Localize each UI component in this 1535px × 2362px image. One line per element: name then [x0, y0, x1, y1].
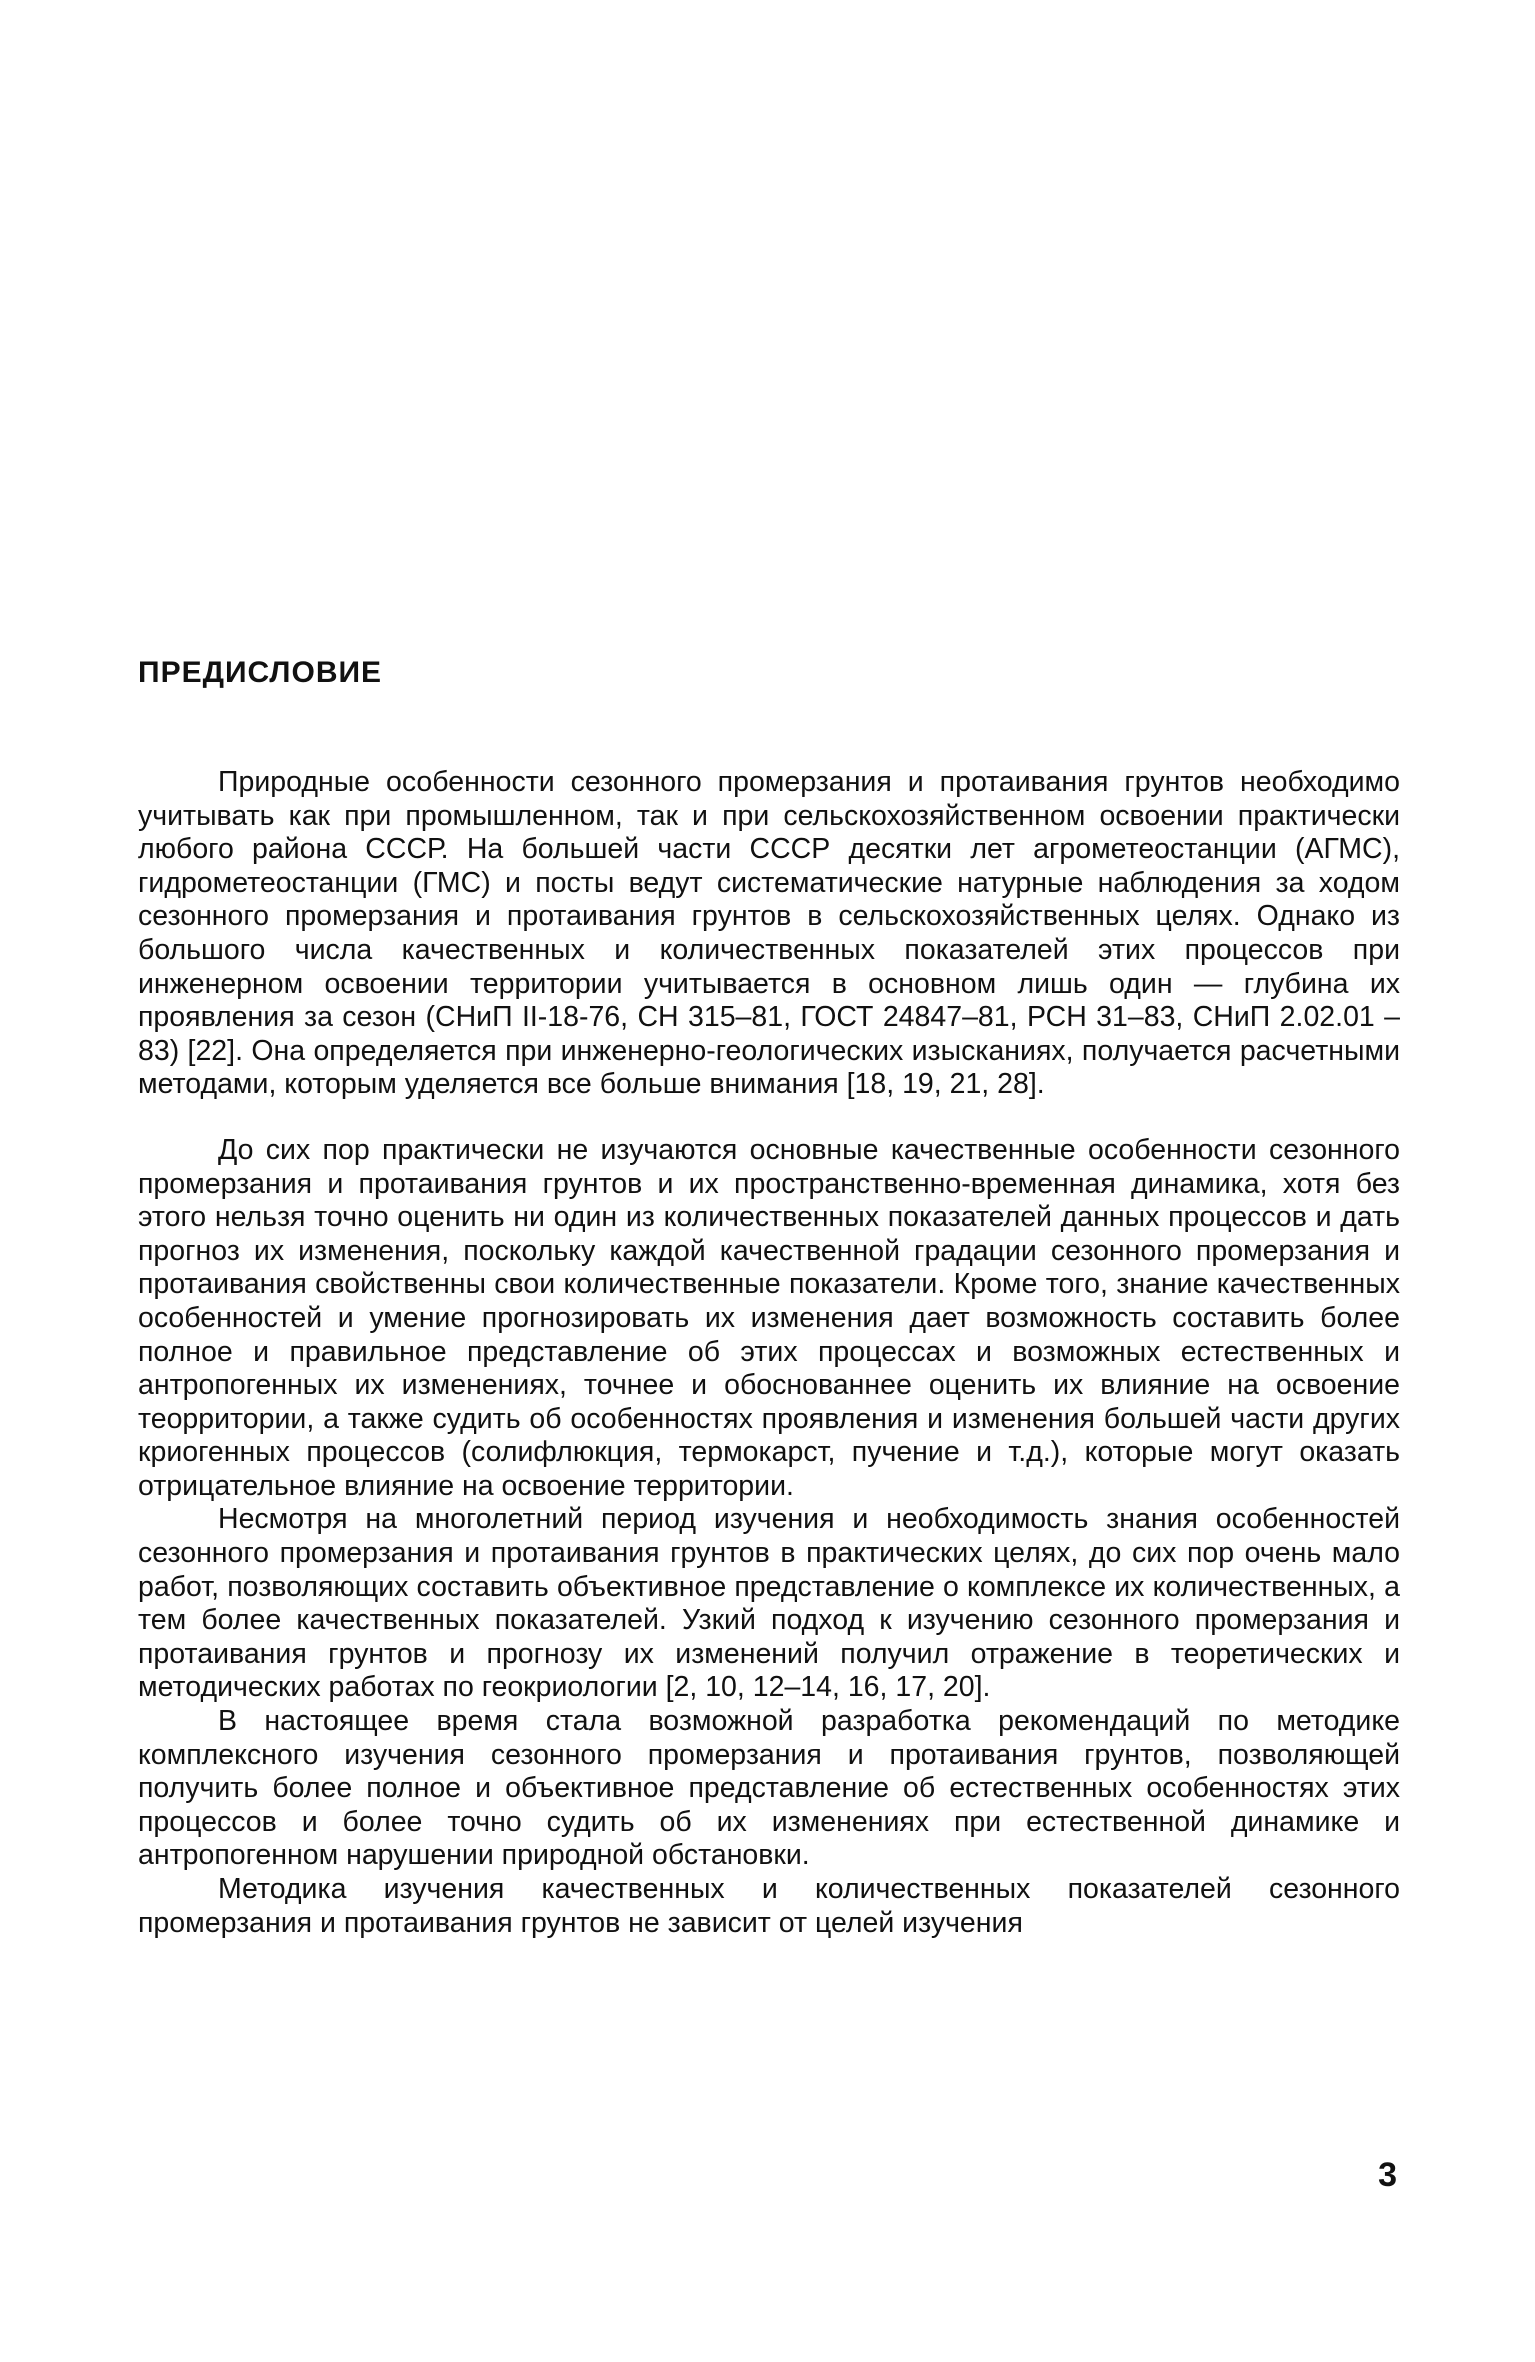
paragraph: Природные особенности сезонного промерзания и протаивания грунтов необходимо учитывать как при промышленном, так и при сельскохозяйственном освоении практически любого района СССР. На большей части СССР десятки лет агрометеостанции (АГМС), гидрометеостанции (ГМС) и посты ведут систематические натурные наблюдения за ходом сезонного промерзания и протаивания грунтов в сельскохозяйственных целях. Однако из большого числа качественных и количественных показателей этих процессов при инженерном освоении территории учитывается в основном лишь один — глубина их проявления за сезон (СНиП II-18-76, СН 315–81, ГОСТ 24847–81, РСН 31–83, СНиП 2.02.01 –83) [22]. Она определяется при инженерно-геологических изысканиях, получается расчетными методами, которым уделяется все больше внимания [18, 19, 21, 28]. — [138, 766, 1400, 1101]
paragraph: Несмотря на многолетний период изучения и необходимость знания особенностей сезонного промерзания и протаивания грунтов в практических целях, до сих пор очень мало работ, позволяющих составить объективное представление о комплексе их количественных, а тем более качественных показателей. Узкий подход к изучению сезонного промерзания и протаивания грунтов и прогнозу их изменений получил отражение в теоретических и методических работах по геокриологии [2, 10, 12–14, 16, 17, 20]. — [138, 1503, 1400, 1704]
paragraph: До сих пор практически не изучаются основные качественные особенности сезонного промерзания и протаивания грунтов и их пространственно-временная динамика, хотя без этого нельзя точно оценить ни один из количественных показателей данных процессов и дать прогноз их изменения, поскольку каждой качественной градации сезонного промерзания и протаивания свойственны свои количественные показатели. Кроме того, знание качественных особенностей и умение прогнозировать их изменения дает возможность составить более полное и правильное представление об этих процессах и возможных естественных и антропогенных их изменениях, точнее и обоснованнее оценить их влияние на освоение теорритории, а также судить об особенностях проявления и изменения большей части других криогенных процессов (солифлюкция, термокарст, пучение и т.д.), которые могут оказать отрицательное влияние на освоение территории. — [138, 1133, 1400, 1502]
section-heading: ПРЕДИСЛОВИЕ — [138, 656, 383, 689]
page-number: 3 — [1378, 2156, 1397, 2194]
paragraph: Методика изучения качественных и количественных показателей сезонного промерзания и протаивания грунтов не зависит от целей изучения — [138, 1873, 1400, 1939]
body-text — [138, 766, 1400, 1940]
paragraph: В настоящее время стала возможной разработка рекомендаций по методике комплексного изучения сезонного промерзания и протаивания грунтов, позволяющей получить более полное и объективное представление об естественных особенностях этих процессов и более точно судить об их изменениях при естественной динамике и антропогенном нарушении природной обстановки. — [138, 1705, 1400, 1872]
